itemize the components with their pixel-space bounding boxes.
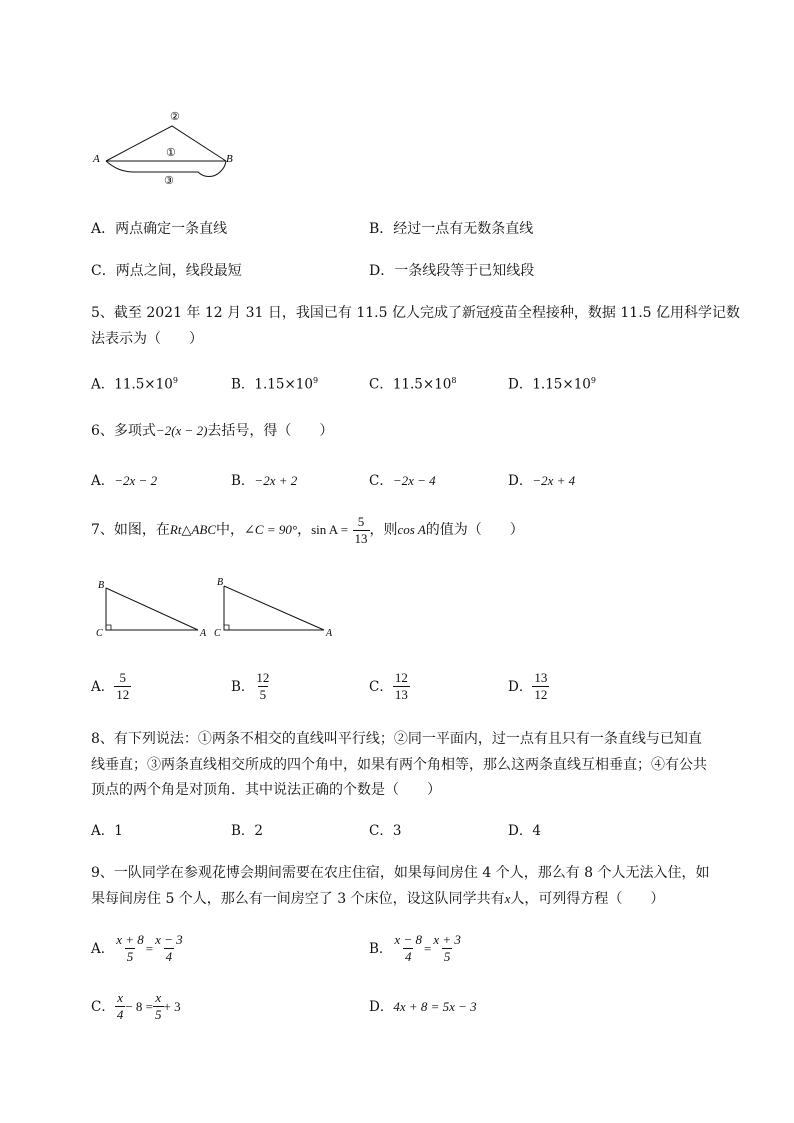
q8-stem-line3: 顶点的两个角是对顶角．其中说法正确的个数是（ ） (91, 782, 441, 798)
q9-option-a: A． $\frac{x + 8}{5}$ = $\frac{x - 3}{4}$ (91, 932, 183, 964)
right-triangle-figure-2 (212, 574, 342, 640)
fig2-label-c: C (214, 628, 221, 639)
q9-option-c: C． $\frac{x}{4}$ − 8 = $\frac{x}{5}$ + 3 (91, 990, 181, 1022)
q8-stem-line1: 8、有下列说法：①两条不相交的直线叫平行线；②同一平面内，过一点有且只有一条直线与已知直 (91, 731, 702, 747)
q5-option-d: D．$1.15\times 10^9$ (508, 376, 596, 393)
fig1-label-b: B (98, 580, 105, 591)
q4-option-c: C．两点之间，线段最短 (91, 263, 242, 279)
q8-option-b: B．2 (231, 823, 264, 839)
q5-option-b: B．$1.15\times 10^9$ (231, 376, 319, 393)
point-label-b: B (226, 153, 233, 165)
fig2-label-a: A (326, 628, 333, 639)
path-marker-2: ② (170, 111, 180, 123)
q7-option-b: B． $\frac{12}{5}$ (231, 670, 270, 702)
q6-option-a: A．−2x − 2 (91, 473, 158, 489)
q7-triangle: Rt△ABC (169, 522, 217, 537)
q8-option-a: A．1 (91, 823, 123, 839)
q5-option-c: C．$11.5\times 10^8$ (369, 376, 457, 393)
q7-option-a: A． $\frac{5}{12}$ (91, 670, 130, 702)
q7-stem: 7、如图，在Rt△ABC中，∠C = 90°，sin A = $\frac{5}{13}$ ，则cos A的值为（ ） (91, 513, 524, 546)
q9-stem-line1: 9、一队同学在参观花博会期间需要在农庄住宿，如果每间房住 4 个人，那么有 8 个人无法入住，如 (91, 865, 710, 881)
q5-option-a: A．$11.5\times 10^9$ (91, 376, 178, 393)
fig1-label-a: A (200, 628, 207, 639)
path-marker-1: ① (166, 147, 176, 159)
q8-stem-line2: 线垂直；③两条直线相交所成的四个角中，如果有两个角相等，那么这两条直线互相垂直；④有公共 (91, 757, 707, 773)
q6-expression: −2(x − 2) (155, 423, 208, 438)
q5-stem-line1: 5、截至 2021 年 12 月 31 日，我国已有 11.5 亿人完成了新冠疫苗全程接种，数据 11.5 亿用科学记数 (91, 305, 741, 321)
right-triangle-figure-1 (94, 578, 214, 640)
q6-stem: 6、多项式−2(x − 2)去括号，得（ ） (91, 423, 334, 439)
q5-stem-line2: 法表示为（ ） (91, 331, 203, 347)
point-label-a: A (93, 153, 100, 165)
q8-option-d: D．4 (508, 823, 541, 839)
q6-option-b: B．−2x + 2 (231, 473, 298, 489)
q4-option-a: A．两点确定一条直线 (91, 221, 228, 237)
q9-option-b: B． $\frac{x - 8}{4}$ = $\frac{x + 3}{5}$ (369, 932, 461, 964)
q8-option-c: C．3 (369, 823, 402, 839)
paths-figure (88, 106, 248, 186)
q7-option-d: D． $\frac{13}{12}$ (508, 670, 548, 702)
q7-sin-fraction: $\frac{5}{13}$ (354, 513, 368, 546)
fig1-label-c: C (96, 628, 103, 639)
q9-stem-line2: 果每间房住 5 个人，那么有一间房空了 3 个床位，设这队同学共有x人，可列得方程（ ） (91, 891, 665, 907)
q9-option-d: D．4x + 8 = 5x − 3 (369, 999, 477, 1015)
q4-option-d: D．一条线段等于已知线段 (369, 263, 535, 279)
fig2-label-b: B (217, 577, 224, 588)
q7-option-c: C． $\frac{12}{13}$ (369, 670, 408, 702)
q6-option-c: C．−2x − 4 (369, 473, 436, 489)
q4-option-b: B．经过一点有无数条直线 (369, 221, 534, 237)
q6-option-d: D．−2x + 4 (508, 473, 576, 489)
path-marker-3: ③ (164, 175, 174, 186)
